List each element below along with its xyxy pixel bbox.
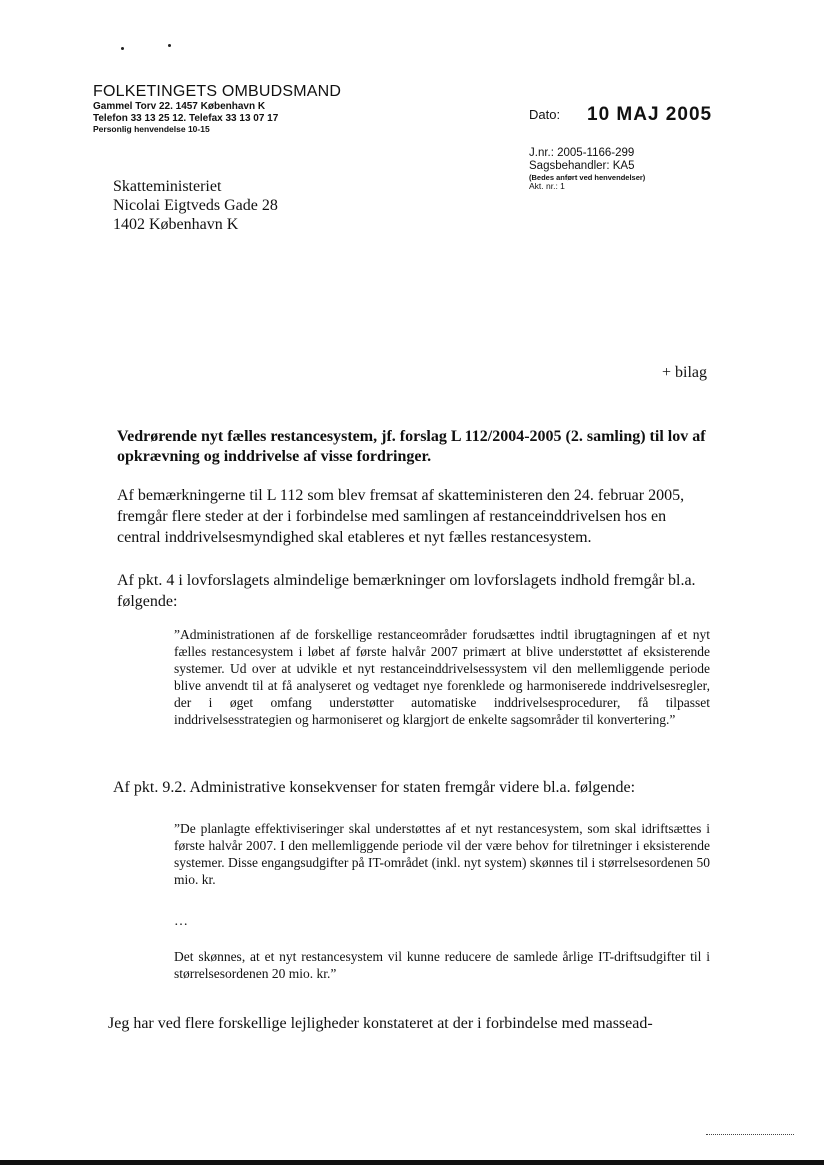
- page-continuation-line: [706, 1134, 794, 1135]
- quote-ellipsis: …: [174, 914, 188, 929]
- attachment-note: + bilag: [662, 364, 708, 381]
- body-paragraph: Af pkt. 9.2. Administrative konsekvenser for staten fremgår videre bl.a. følgende:: [113, 779, 636, 796]
- journal-number: J.nr.: 2005-1166-299: [529, 147, 635, 159]
- body-paragraph: Jeg har ved flere forskellige lejligheder konstateret at der i forbindelse med massead-: [108, 1015, 653, 1032]
- document-number: Akt. nr.: 1: [529, 181, 565, 191]
- recipient-line: 1402 København K: [113, 216, 239, 233]
- body-paragraph: Af bemærkningerne til L 112 som blev fremsat af skatteministeren den 24. februar 2005, fremgår flere steder at der i forbindelse med samlingen af restanceinddrivelsen hos en central inddrivelsesmyndighed skal etableres et nyt fælles restancesystem.: [117, 487, 685, 546]
- sender-block: [93, 82, 341, 136]
- reference-note: (Bedes anført ved henvendelser): [529, 173, 646, 182]
- recipient-address: [113, 177, 278, 234]
- date-block: [529, 104, 712, 126]
- subject-heading: Vedrørende nyt fælles restancesystem, jf. forslag L 112/2004-2005 (2. samling) til lov af opkrævning og inddrivelse af visse fordringer.: [117, 428, 706, 465]
- date-label: Dato:: [529, 107, 561, 123]
- body-paragraph: Af pkt. 4 i lovforslagets almindelige bemærkninger om lovforslagets indhold fremgår bl.a. følgende:: [117, 572, 696, 610]
- block-quote: ”De planlagte effektiviseringer skal understøttes af et nyt restancesystem, som skal idriftsættes i første halvår 2007. I den mellemliggende periode vil der være behov for tilretninger i eksisterende systemer. Disse engangsudgifter på IT-området (inkl. nyt system) skønnes til i størrelsesordenen 50 mio. kr.: [174, 821, 710, 887]
- recipient-line: Skatteministeriet: [113, 178, 222, 195]
- case-handler: Sagsbehandler: KA5: [529, 160, 635, 172]
- recipient-line: Nicolai Eigtveds Gade 28: [113, 197, 278, 214]
- sender-address: Gammel Torv 22. 1457 København K: [93, 101, 266, 112]
- scan-bottom-edge: [0, 1160, 824, 1165]
- date-stamp: 10 MAJ 2005: [587, 104, 713, 125]
- block-quote: ”Administrationen af de forskellige restanceområder forudsættes indtil ibrugtagningen af et nyt fælles restancesystem i løbet af første halvår 2007 primært at blive understøttet af eksisterende systemer. Ud over at udvikle et nyt restanceinddrivelsessystem vil den mellemliggende periode blive anvendt til at få analyseret og vedtaget nye forenklede og harmoniserede inddrivelsesregler, der i øget omfang understøtter automatiske inddrivelsesprocedurer, få tilpasset inddrivelsesstrategien og harmoniseret og klargjort de enkelte sagsområder til konvertering.”: [174, 627, 710, 727]
- sender-phone: Telefon 33 13 25 12. Telefax 33 13 07 17: [93, 112, 279, 124]
- block-quote: Det skønnes, at et nyt restancesystem vil kunne reducere de samlede årlige IT-driftsudgifter til i størrelsesordenen 20 mio. kr.”: [174, 949, 710, 981]
- reference-block: [529, 147, 645, 191]
- sender-name: FOLKETINGETS OMBUDSMAND: [93, 83, 342, 100]
- sender-hours: Personlig henvendelse 10-15: [93, 124, 210, 134]
